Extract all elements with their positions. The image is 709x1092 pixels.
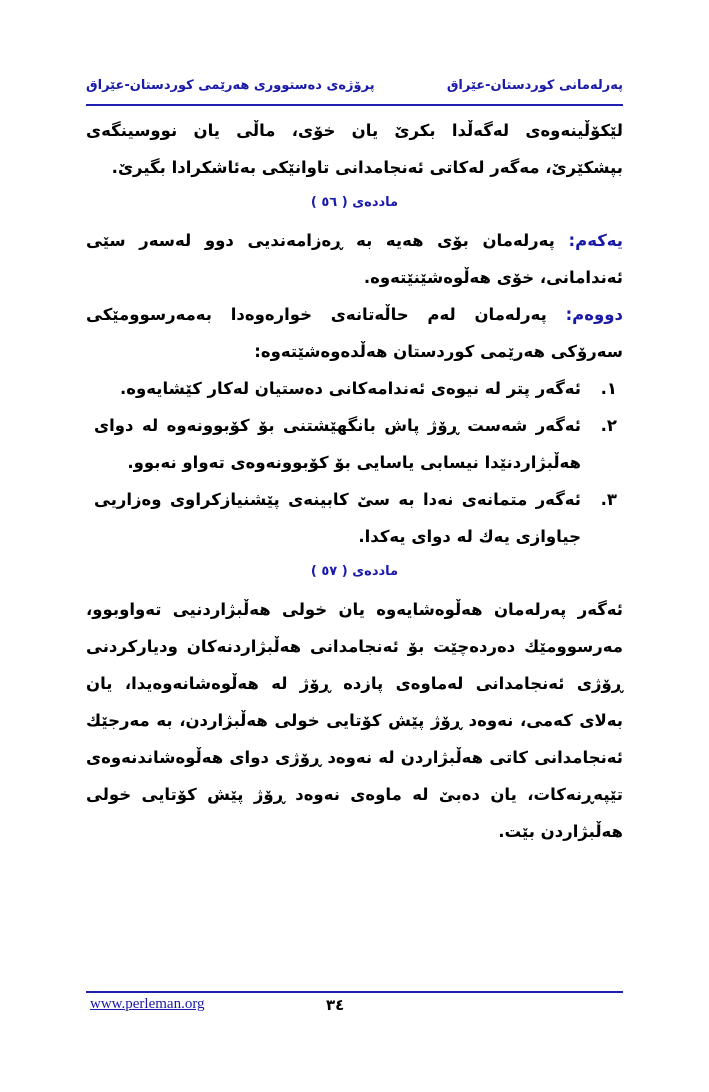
running-header — [86, 78, 623, 100]
list-item-number: ١. — [600, 379, 617, 398]
article-57-paragraph: ئەگەر پەرلەمان هەڵوەشایەوە یان خولی هەڵبژاردنیی تەواوبوو، مەرسوومێك دەردەچێت بۆ ئەنجامدانی هەڵبژاردنەكان ودیاركردنی ڕۆژی ئەنجامدانی لەماوەی پازدە ڕۆژ لە هەڵوەشانەوەیدا، یان بەلای كەمی، نەوەد ڕۆژ پێش كۆتایی خولی هەڵبژاردن، بە مەرجێك ئەنجامدانی كاتی هەڵبژاردن لە نەوەد ڕۆژی دوای هەڵوەشاندنەوەی تێپەڕنەكات، یان دەبێ لە ماوەی نەوەد ڕۆژ پێش كۆتایی خولی هەڵبژاردن بێت. — [86, 600, 623, 841]
article-56-second-clause — [86, 296, 623, 370]
list-item-text: ئەگەر متمانەی نەدا بە سێ كابینەی پێشنیازكراوی وەزاریی جیاوازی یەك لە دوای یەكدا. — [94, 490, 581, 546]
page-footer — [86, 996, 623, 1020]
second-clause-text: پەرلەمان لەم حاڵەتانەی خوارەوەدا بەمەرسوومێكی سەرۆكی هەرێمی كوردستان هەڵدەوەشێتەوە: — [86, 305, 623, 361]
footer-divider — [86, 991, 623, 993]
list-item — [86, 407, 623, 481]
second-clause-label: دووەم: — [565, 305, 623, 324]
header-constitution-title: پرۆژەی دەستووری هەرێمی كوردستان-عێراق — [86, 78, 375, 93]
first-clause-label: یەكەم: — [568, 231, 623, 250]
page-number: ٣٤ — [326, 996, 345, 1014]
article-56-first-clause — [86, 222, 623, 296]
header-parliament-title: پەرلەمانی كوردستان-عێراق — [446, 78, 623, 93]
first-clause-text: پەرلەمان بۆی هەیە بە ڕەزامەندیی دوو لەسەر سێی ئەندامانی، خۆی هەڵوەشێنێتەوە. — [86, 231, 623, 287]
list-item-number: ٣. — [600, 490, 617, 509]
list-item-number: ٢. — [600, 416, 617, 435]
list-item — [86, 370, 623, 407]
website-link[interactable]: www.perleman.org — [90, 996, 205, 1012]
list-item-text: ئەگەر پتر لە نیوەی ئەندامەكانی دەستیان لەكار كێشایەوە. — [120, 379, 581, 398]
list-item — [86, 481, 623, 555]
list-item-text: ئەگەر شەست ڕۆژ پاش بانگهێشتنی بۆ كۆبوونەوە لە دوای هەڵبژاردنێدا نیسابی یاسایی بۆ كۆبوونەوەی تەواو نەبوو. — [94, 416, 581, 472]
intro-paragraph: لێكۆڵینەوەی لەگەڵدا بكرێ یان خۆی، ماڵی یان نووسینگەی بپشكێرێ، مەگەر لەكاتی ئەنجامدانی تاوانێكی بەئاشكرادا بگیرێ. — [86, 121, 623, 177]
article-56-heading: ماددەی ( ٥٦ ) — [310, 195, 399, 210]
header-divider — [86, 104, 623, 106]
dissolution-conditions-list — [86, 370, 623, 555]
page-body — [86, 112, 623, 850]
article-57-heading: ماددەی ( ٥٧ ) — [310, 564, 399, 579]
